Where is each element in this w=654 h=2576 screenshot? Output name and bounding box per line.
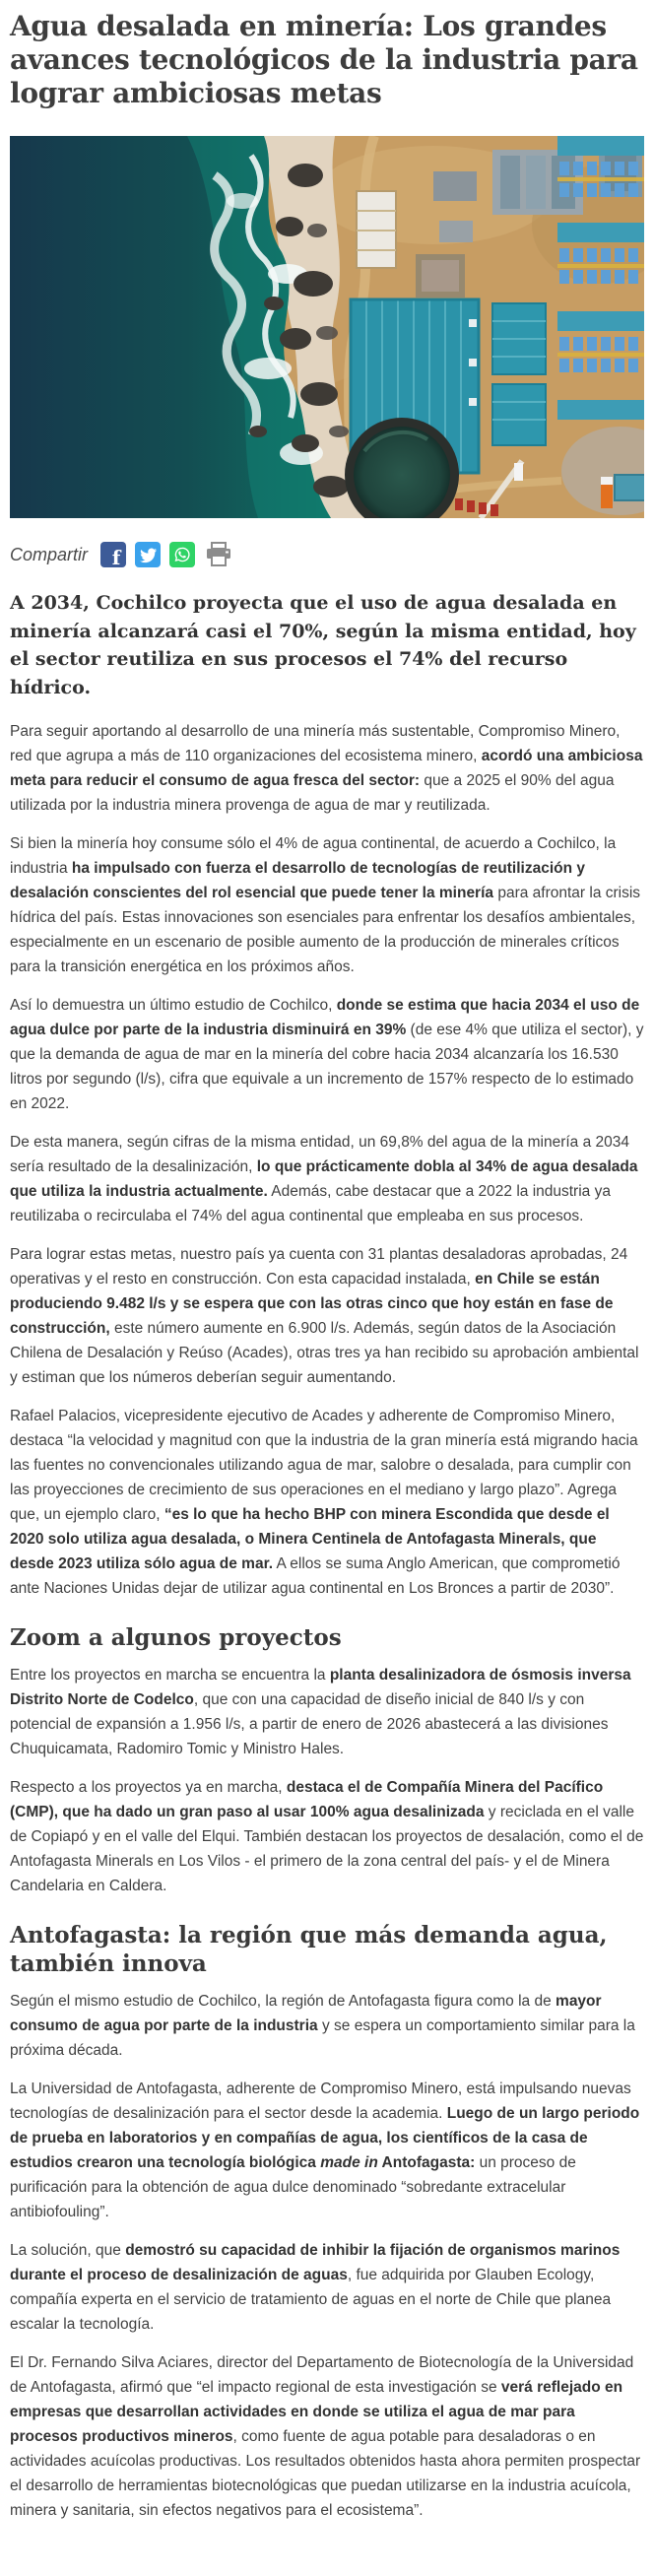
text-run: Así lo demuestra un último estudio de Cochilco, bbox=[10, 997, 337, 1015]
text-run: La Universidad de Antofagasta, adherente de Compromiso Minero, está impulsando nuevas tecnologías de desalinización para el sector desde la academia. bbox=[10, 2080, 631, 2122]
twitter-icon bbox=[140, 547, 157, 563]
text-run: Según el mismo estudio de Cochilco, la región de Antofagasta figura como la de bbox=[10, 1992, 556, 2010]
facebook-icon: f bbox=[111, 546, 121, 570]
text-run: (de ese 4% que utiliza el sector), y que la demanda de agua de mar en la minería del cobre hacia 2034 alcanzaría los 16.530 litros por segundo (l/s), cifra que equivale a un incremento de 157% respecto de lo estimado en 2022. bbox=[10, 1022, 644, 1113]
text-run: mayor consumo de agua por parte de la industria bbox=[10, 1992, 602, 2034]
article-body bbox=[10, 589, 644, 2522]
section-heading: Zoom a algunos proyectos bbox=[10, 1624, 342, 1652]
text-run: Además, cabe destacar que a 2022 la industria ya reutilizaba o recirculaba el 74% del agua continental que empleaba en sus procesos. bbox=[10, 1183, 611, 1225]
text-run: que a 2025 el 90% del agua utilizada por la industria minera provenga de agua de mar y reutilizada. bbox=[10, 772, 615, 815]
section-heading: Antofagasta: la región que más demanda agua, también innova bbox=[10, 1922, 608, 1977]
text-run: lo que prácticamente dobla al 34% de agua desalada que utiliza la industria actualmente. bbox=[10, 1158, 638, 1201]
text-run: destaca el de Compañía Minera del Pacífico (CMP), que ha dado un gran paso al usar 100% agua desalinizada bbox=[10, 1779, 604, 1821]
text-run: De esta manera, según cifras de la misma entidad, un 69,8% del agua de la minería a 2034 sería resultado de la desalinización, bbox=[10, 1134, 629, 1176]
text-run: Para seguir aportando al desarrollo de una minería más sustentable, Compromiso Minero, red que agrupa a más de 110 organizaciones del ecosistema minero, bbox=[10, 723, 621, 765]
paragraph bbox=[10, 1404, 644, 1601]
paragraph bbox=[10, 1989, 644, 2063]
text-run: Antofagasta: bbox=[377, 2153, 476, 2171]
text-run: y se espera un comportamiento similar para la próxima década. bbox=[10, 2016, 635, 2059]
text-run: Entre los proyectos en marcha se encuentra la bbox=[10, 1667, 330, 1684]
text-run: Si bien la minería hoy consume sólo el 4% de agua continental, de acuerdo a Cochilco, la industria bbox=[10, 835, 617, 878]
paragraph bbox=[10, 2077, 644, 2224]
text-run: “es lo que ha hecho BHP con minera Escondida que desde el 2020 solo utiliza agua desalada, o Minera Centinela de Antofagasta Minerals, que desde 2023 utiliza sólo agua de mar. bbox=[10, 1506, 610, 1573]
hero-image bbox=[10, 136, 644, 518]
twitter-share-button[interactable] bbox=[135, 542, 161, 567]
text-run: , que con una capacidad de diseño inicial de 840 l/s y con potencial de expansión a 1.956 l/s, a partir de enero de 2026 abastecerá a las divisiones Chuquicamata, Radomiro Tomic y Ministro Hales. bbox=[10, 1691, 609, 1758]
article-lead bbox=[10, 589, 644, 701]
text-run: made in bbox=[320, 2153, 378, 2171]
paragraph bbox=[10, 1775, 644, 1898]
paragraph bbox=[10, 2350, 644, 2523]
text-run: un proceso de purificación para la obtención de agua dulce denominado “sobredante extracelular antibiofouling”. bbox=[10, 2153, 576, 2220]
text-run: y reciclada en el valle de Copiapó y en el valle del Elqui. También destacan los proyectos de desalación, como el de Antofagasta Minerals en Los Vilos - el primero de la zona central del país- y el de Minera Candelaria en Caldera. bbox=[10, 1804, 644, 1895]
whatsapp-share-button[interactable] bbox=[169, 542, 195, 567]
whatsapp-icon bbox=[173, 546, 191, 563]
paragraph bbox=[10, 1130, 644, 1228]
text-run: para afrontar la crisis hídrica del país. Estas innovaciones son esenciales para enfrentar los desafíos ambientales, especialmente en un escenario de posible aumento de la producción de minerales críticos para la transición energética en los próximos años. bbox=[10, 885, 641, 976]
text-run: en Chile se están produciendo 9.482 l/s y se espera que con las otras cinco que hoy están en fase de construcción, bbox=[10, 1271, 614, 1338]
paragraph bbox=[10, 1242, 644, 1390]
text-run: , como fuente de agua potable para desaladoras o en actividades acuícolas productivas. Los resultados obtenidos hasta ahora permiten prospectar el desarrollo de herramientas biotecnológicas que puedan utilizarse en la industria acuícola, minera y sanitaria, sin efectos negativos para el ecosistema”. bbox=[10, 2427, 641, 2519]
text-run: Para lograr estas metas, nuestro país ya cuenta con 31 plantas desaladoras aprobadas, 24 operativas y el resto en construcción. Con esta capacidad instalada, bbox=[10, 1246, 628, 1288]
article-title: Agua desalada en minería: Los grandes avances tecnológicos de la industria para lograr ambiciosas metas bbox=[10, 10, 638, 110]
text-run: , fue adquirida por Glauben Ecology, compañía experta en el servicio de tratamiento de aguas en el norte de Chile que planea escalar la tecnología. bbox=[10, 2266, 612, 2333]
text-run: planta desalinizadora de ósmosis inversa Distrito Norte de Codelco bbox=[10, 1667, 631, 1709]
paragraph bbox=[10, 993, 644, 1116]
text-run: La solución, que bbox=[10, 2241, 126, 2259]
text-run: ha impulsado con fuerza el desarrollo de tecnologías de reutilización y desalación conscientes del rol esencial que puede tener la minería bbox=[10, 860, 586, 902]
share-row bbox=[10, 542, 644, 570]
text-run: Luego de un largo periodo de prueba en laboratorios y en compañías de agua, los científicos de la casa de estudios crearon una tecnología biológica bbox=[10, 2104, 640, 2171]
text-run: donde se estima que hacia 2034 el uso de agua dulce por parte de la industria disminuirá en 39% bbox=[10, 997, 640, 1039]
text-run: este número aumente en 6.900 l/s. Además, según datos de la Asociación Chilena de Desalación y Reúso (Acades), otras tres ya han recibido su aprobación ambiental y estiman que los números deberían seguir aumentando. bbox=[10, 1320, 639, 1387]
text-run: A ellos se suma Anglo American, que comprometió ante Naciones Unidas dejar de utilizar agua continental en Los Bronces a partir de 2030”. bbox=[10, 1555, 621, 1598]
hero-illustration bbox=[10, 136, 644, 518]
text-run: demostró su capacidad de inhibir la fijación de organismos marinos durante el proceso de desalinización de aguas bbox=[10, 2241, 621, 2283]
paragraph bbox=[10, 2238, 644, 2337]
print-icon bbox=[205, 542, 232, 567]
paragraph bbox=[10, 831, 644, 979]
paragraph bbox=[10, 1663, 644, 1761]
paragraph bbox=[10, 719, 644, 818]
text-run: acordó una ambiciosa meta para reducir el consumo de agua fresca del sector: bbox=[10, 748, 643, 790]
share-label: Compartir bbox=[10, 544, 89, 564]
facebook-share-button[interactable] bbox=[100, 542, 126, 570]
text-run: verá reflejado en empresas que desarrollan actividades en donde se utiliza el agua de mar para procesos productivos mineros bbox=[10, 2378, 623, 2445]
text-run: Rafael Palacios, vicepresidente ejecutivo de Acades y adherente de Compromiso Minero, destaca “la velocidad y magnitud con que la industria de la gran minería está migrando hacia las fuentes no convencionales utilizando agua de mar, salobre o desalada, para cumplir con las proyecciones de crecimiento de sus operaciones en el mediano y largo plazo”. Agrega que, un ejemplo claro, bbox=[10, 1408, 638, 1524]
text-run: A 2034, Cochilco proyecta que el uso de agua desalada en minería alcanzará casi el 70%, según la misma entidad, hoy el sector reutiliza en sus procesos el 74% del recurso hídrico. bbox=[10, 592, 636, 698]
text-run: El Dr. Fernando Silva Aciares, director del Departamento de Biotecnología de la Universidad de Antofagasta, afirmó que “el impacto regional de esta investigación se bbox=[10, 2353, 634, 2396]
text-run: Respecto a los proyectos ya en marcha, bbox=[10, 1779, 287, 1797]
print-button[interactable] bbox=[204, 542, 233, 567]
